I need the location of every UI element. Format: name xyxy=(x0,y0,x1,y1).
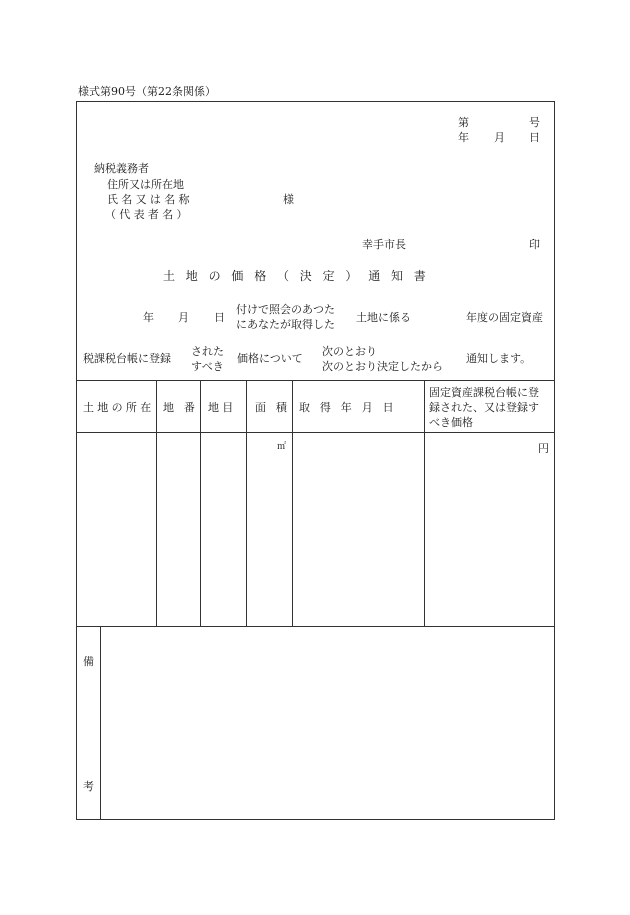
remarks-divider xyxy=(100,626,101,819)
date-year: 年 xyxy=(458,131,469,144)
taxpayer-sama: 様 xyxy=(283,193,294,206)
body-day: 日 xyxy=(214,311,225,324)
body-option1-line2: にあなたが取得した xyxy=(236,318,335,331)
body-option2-line2: すべき xyxy=(191,360,224,373)
column-divider xyxy=(292,380,293,626)
date-day: 日 xyxy=(529,131,540,144)
area-unit: ㎡ xyxy=(277,442,287,452)
price-unit: 円 xyxy=(538,442,549,455)
date-month: 月 xyxy=(494,131,505,144)
body-option2-line1: された xyxy=(191,345,224,358)
header-price-line2: 録された、又は登録す xyxy=(429,401,539,414)
form-label: 様式第90号（第22条関係） xyxy=(78,85,216,98)
body-fiscal-year: 年度の固定資産 xyxy=(466,311,543,324)
number-go: 号 xyxy=(529,116,540,129)
body-tochi: 土地に係る xyxy=(356,311,411,324)
table-top-rule xyxy=(77,380,554,381)
taxpayer-address-label: 住所又は所在地 xyxy=(107,178,184,191)
number-dai: 第 xyxy=(458,116,469,129)
body-option1-line1: 付けで照会のあつた xyxy=(236,303,335,316)
header-price-line3: べき価格 xyxy=(429,416,473,429)
body-year: 年 xyxy=(143,311,154,324)
header-land-category: 地目 xyxy=(208,401,237,414)
body-price-about: 価格について xyxy=(237,352,303,365)
body-notify: 通知します。 xyxy=(466,352,532,365)
table-bottom-rule xyxy=(77,626,554,627)
document-title: 土地の価格（決定）通知書 xyxy=(163,269,437,283)
table-header-rule xyxy=(77,432,554,433)
mayor-title: 幸手市長 xyxy=(362,238,406,251)
column-divider xyxy=(424,380,425,626)
taxpayer-name-label: 氏名又は名称 xyxy=(107,193,193,206)
header-lot-number: 地番 xyxy=(163,401,205,414)
remarks-label-2: 考 xyxy=(83,780,94,793)
header-price-line1: 固定資産課税台帳に登 xyxy=(429,386,539,399)
column-divider xyxy=(156,380,157,626)
body-registry: 税課税台帳に登録 xyxy=(83,352,171,365)
header-area: 面積 xyxy=(255,401,297,414)
column-divider xyxy=(246,380,247,626)
body-option3-line2: 次のとおり決定したから xyxy=(322,360,443,373)
header-location: 土地の所在 xyxy=(83,401,155,414)
mayor-seal: 印 xyxy=(529,238,540,251)
body-month: 月 xyxy=(178,311,189,324)
taxpayer-title: 納税義務者 xyxy=(94,162,149,175)
body-option3-line1: 次のとおり xyxy=(322,345,377,358)
form-frame xyxy=(76,101,555,820)
remarks-label-1: 備 xyxy=(83,655,94,668)
column-divider xyxy=(200,380,201,626)
taxpayer-representative-label: （代表者名） xyxy=(105,208,191,221)
header-acquisition-date: 取得年月日 xyxy=(299,401,404,414)
